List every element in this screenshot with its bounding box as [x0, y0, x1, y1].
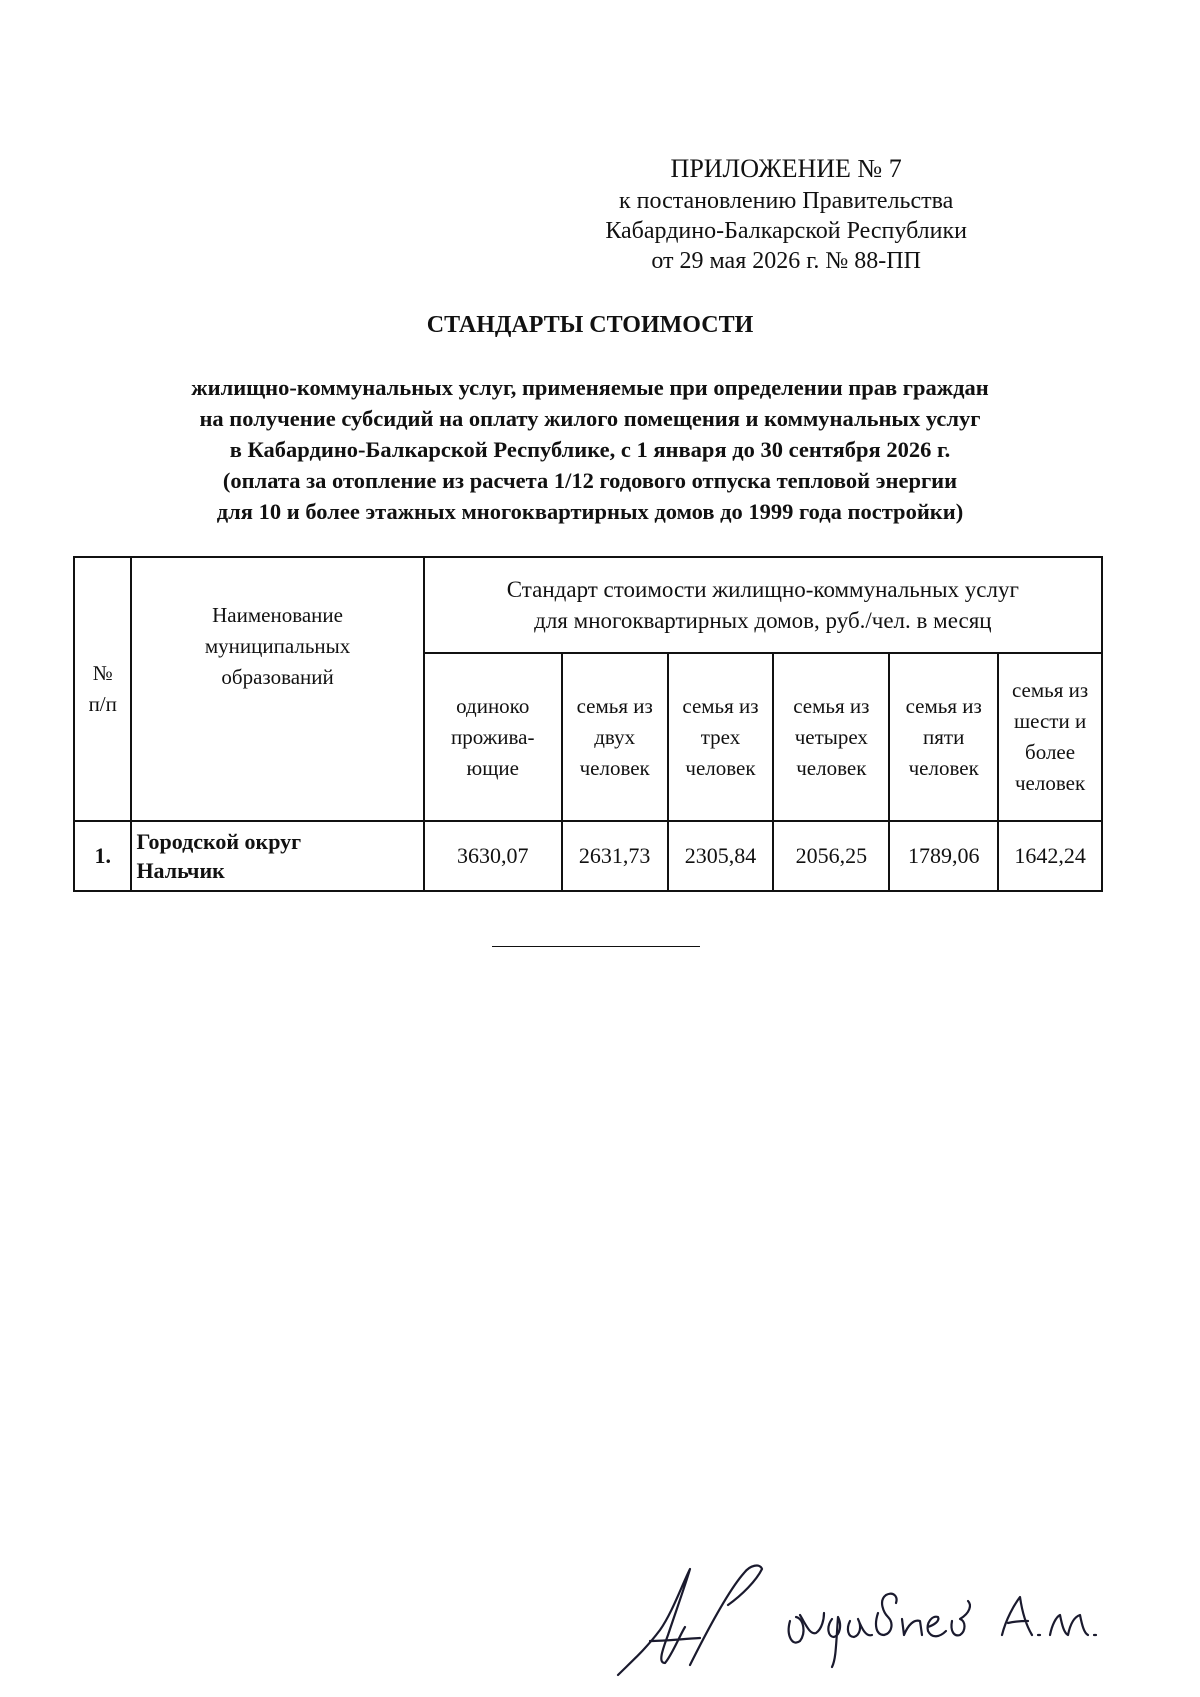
appendix-block — [605, 152, 967, 276]
appendix-line-3: от 29 мая 2026 г. № 88-ПП — [651, 248, 921, 274]
header-family-6-plus: семья из шести и более человек — [998, 653, 1102, 821]
handwritten-signature — [610, 1555, 1130, 1685]
header-cost-standard-group: Стандарт стоимости жилищно-коммунальных услуг для многоквартирных домов, руб./чел. в месяц — [424, 557, 1102, 653]
header-family-5: семья из пяти человек — [889, 653, 998, 821]
header-municipality: Наименование муниципальных образований — [131, 557, 423, 821]
appendix-line-2: Кабардино-Балкарской Республики — [605, 218, 967, 244]
value-family-6-plus: 1642,24 — [998, 821, 1102, 891]
document-subtitle — [0, 372, 1180, 527]
table-row — [74, 821, 1102, 891]
value-family-5: 1789,06 — [889, 821, 998, 891]
appendix-title: ПРИЛОЖЕНИЕ № 7 — [670, 154, 902, 183]
row-municipality: Городской округ Нальчик — [131, 821, 423, 891]
subtitle-line: (оплата за отопление из расчета 1/12 годового отпуска тепловой энергии — [222, 468, 958, 493]
header-family-3: семья из трех человек — [668, 653, 774, 821]
document-title: СТАНДАРТЫ СТОИМОСТИ — [426, 312, 754, 338]
subtitle-line: в Кабардино-Балкарской Республике, с 1 января до 30 сентября 2026 г. — [229, 437, 951, 462]
header-family-4: семья из четырех человек — [773, 653, 889, 821]
header-family-2: семья из двух человек — [562, 653, 668, 821]
cost-standards-table — [73, 556, 1103, 892]
subtitle-line: на получение субсидий на оплату жилого помещения и коммунальных услуг — [199, 406, 981, 431]
appendix-line-1: к постановлению Правительства — [618, 188, 954, 214]
value-family-3: 2305,84 — [668, 821, 774, 891]
value-single: 3630,07 — [424, 821, 562, 891]
end-divider — [492, 946, 700, 947]
value-family-2: 2631,73 — [562, 821, 668, 891]
value-family-4: 2056,25 — [773, 821, 889, 891]
signature-drawing — [610, 1555, 1130, 1680]
subtitle-line: для 10 и более этажных многоквартирных домов до 1999 года постройки) — [216, 499, 964, 524]
row-number: 1. — [74, 821, 131, 891]
header-single: одиноко прожива- ющие — [424, 653, 562, 821]
subtitle-line: жилищно-коммунальных услуг, применяемые при определении прав граждан — [191, 375, 989, 400]
header-number: № п/п — [74, 557, 131, 821]
table-header-row — [74, 557, 1102, 653]
